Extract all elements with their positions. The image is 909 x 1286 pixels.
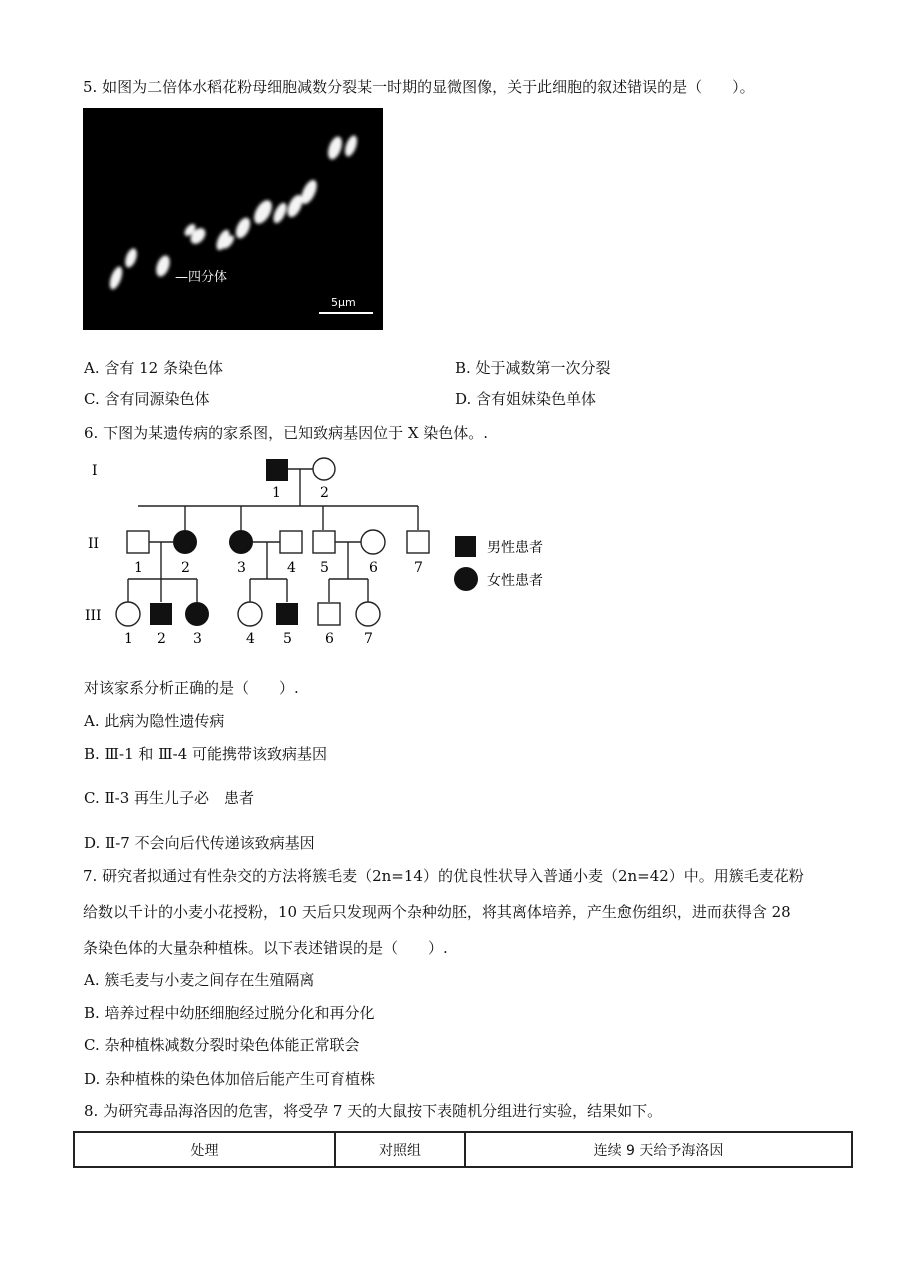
q7-option-d: D. 杂种植株的染色体加倍后能产生可育植株 [84, 1070, 376, 1088]
tetrad-label: —四分体 [175, 270, 228, 285]
pedigree-number: 6 [325, 631, 334, 647]
chromosome-blob [343, 134, 360, 158]
pedigree-number: 5 [283, 631, 292, 647]
pedigree-number: 1 [272, 485, 281, 501]
q6-option-d: D. Ⅱ-7 不会向后代传递该致病基因 [84, 834, 315, 852]
legend-male-affected-label: 男性患者 [487, 540, 543, 556]
chromosome-blob [154, 254, 173, 279]
q7-stem-line-1: 7. 研究者拟通过有性杂交的方法将簇毛麦（2n=14）的优良性状导入普通小麦（2n=42）中。用簇毛麦花粉 [83, 867, 804, 885]
pedigree-unaffected-female [238, 602, 262, 626]
pedigree-number: 6 [369, 560, 378, 576]
chromosome-blob [123, 247, 139, 269]
pedigree-number: 1 [124, 631, 133, 647]
chromosome-blob [271, 201, 289, 225]
legend-female-affected-label: 女性患者 [487, 573, 543, 589]
pedigree-unaffected-male [318, 603, 340, 625]
legend-male-affected-symbol [455, 536, 476, 557]
table-header-row [74, 1132, 852, 1167]
q7-option-b: B. 培养过程中幼胚细胞经过脱分化和再分化 [84, 1004, 375, 1022]
chromosome-blob [325, 135, 344, 162]
q8-stem: 8. 为研究毒品海洛因的危害，将受孕 7 天的大鼠按下表随机分组进行实验，结果如下。 [84, 1102, 663, 1120]
pedigree-unaffected-female [356, 602, 380, 626]
pedigree-affected-male [266, 459, 288, 481]
pedigree-number: 4 [246, 631, 255, 647]
chromosome-blob [233, 215, 253, 240]
pedigree-affected-female [173, 530, 197, 554]
pedigree-chart [80, 448, 580, 652]
table-header-cell: 对照组 [335, 1132, 465, 1167]
pedigree-number: 5 [320, 560, 329, 576]
scale-label: 5μm [331, 296, 356, 309]
pedigree-unaffected-female [116, 602, 140, 626]
q5-option-d: D. 含有姐妹染色单体 [455, 390, 597, 408]
pedigree-number: 2 [181, 560, 190, 576]
chromosome-blob [250, 197, 275, 227]
pedigree-number: 3 [237, 560, 246, 576]
pedigree-unaffected-female [313, 458, 335, 480]
pedigree-unaffected-male [407, 531, 429, 553]
pedigree-affected-female [185, 602, 209, 626]
generation-label-1: I [92, 463, 98, 479]
pedigree-affected-female [229, 530, 253, 554]
pedigree-number: 7 [414, 560, 423, 576]
pedigree-number: 7 [364, 631, 373, 647]
q7-option-a: A. 簇毛麦与小麦之间存在生殖隔离 [84, 971, 315, 989]
q6-option-c: C. Ⅱ-3 再生儿子必 患者 [84, 789, 255, 807]
pedigree-affected-male [276, 603, 298, 625]
pedigree-unaffected-male [127, 531, 149, 553]
q6-question: 对该家系分析正确的是（ ）. [84, 679, 299, 697]
pedigree-unaffected-female [361, 530, 385, 554]
pedigree-number: 3 [193, 631, 202, 647]
q7-stem-line-2: 给数以千计的小麦小花授粉，10 天后只发现两个杂种幼胚，将其离体培养，产生愈伤组织，进而获得含 28 [83, 903, 791, 921]
legend-female-affected-symbol [454, 567, 478, 591]
q6-option-b: B. Ⅲ-1 和 Ⅲ-4 可能携带该致病基因 [84, 745, 328, 763]
pedigree-number: 2 [320, 485, 329, 501]
q5-option-c: C. 含有同源染色体 [84, 390, 210, 408]
table-header-cell: 连续 9 天给予海洛因 [465, 1132, 852, 1167]
q5-option-a: A. 含有 12 条染色体 [84, 359, 223, 377]
pedigree-unaffected-male [313, 531, 335, 553]
micrograph-image [83, 108, 383, 330]
pedigree-affected-male [150, 603, 172, 625]
pedigree-number: 4 [287, 560, 296, 576]
q8-table [73, 1131, 853, 1168]
q5-stem: 5. 如图为二倍体水稻花粉母细胞减数分裂某一时期的显微图像，关于此细胞的叙述错误的是（ ）。 [83, 78, 755, 96]
q7-stem-line-3: 条染色体的大量杂种植株。以下表述错误的是（ ）. [83, 939, 448, 957]
q7-option-c: C. 杂种植株减数分裂时染色体能正常联会 [84, 1036, 360, 1054]
table-header-cell: 处理 [74, 1132, 335, 1167]
q6-option-a: A. 此病为隐性遗传病 [84, 712, 225, 730]
pedigree-number: 2 [157, 631, 166, 647]
pedigree-number: 1 [134, 560, 143, 576]
generation-label-3: III [85, 608, 102, 624]
chromosome-blob [107, 265, 125, 291]
pedigree-unaffected-male [280, 531, 302, 553]
q5-option-b: B. 处于减数第一次分裂 [455, 359, 611, 377]
q6-stem: 6. 下图为某遗传病的家系图，已知致病基因位于 X 染色体。. [84, 424, 489, 442]
generation-label-2: II [88, 536, 100, 552]
